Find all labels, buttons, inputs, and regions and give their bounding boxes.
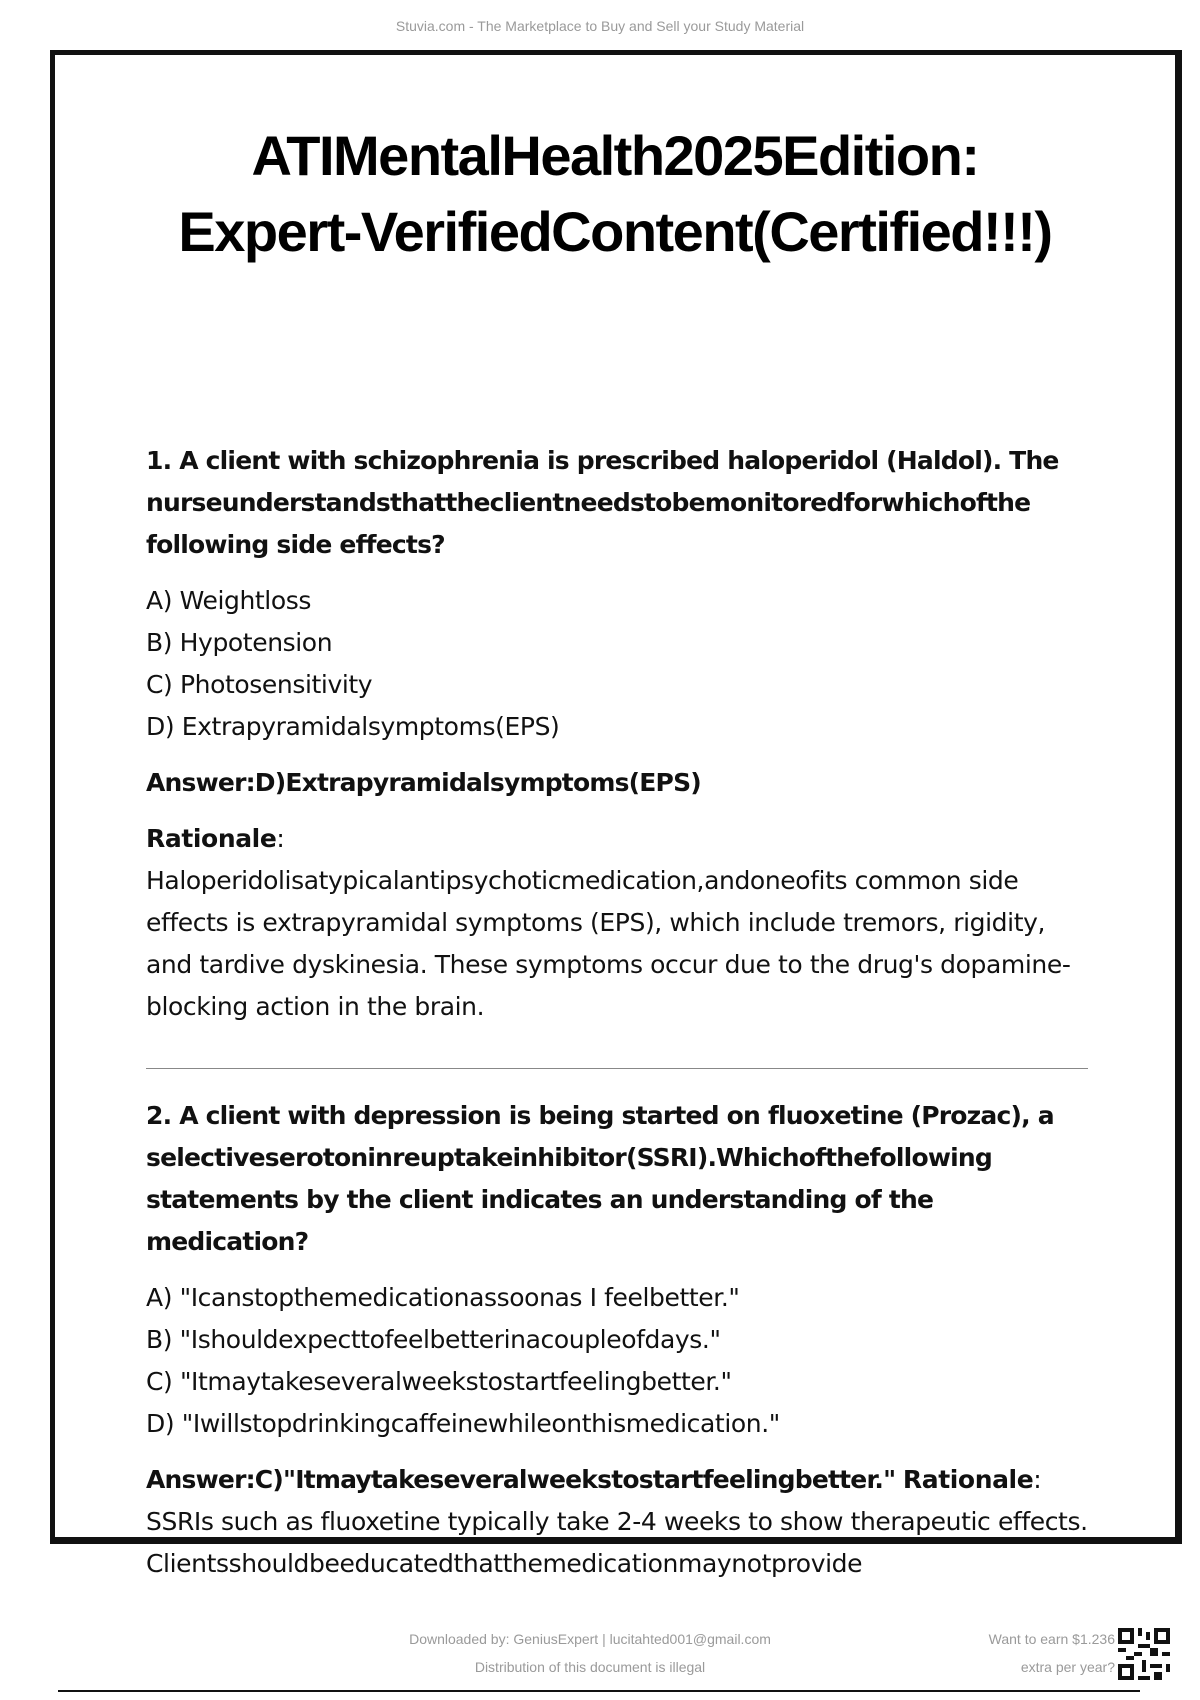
option-a: A) Weightloss — [146, 586, 311, 615]
question-list — [146, 440, 1096, 1585]
answer-options — [146, 580, 1096, 748]
option-b: B) Hypotension — [146, 628, 333, 657]
answer-line: Answer:D)Extrapyramidalsymptoms(EPS) — [146, 768, 701, 797]
question-block-2 — [146, 1095, 1096, 1585]
rationale — [146, 818, 1096, 1028]
distribution-note: Distribution of this document is illegal — [474, 1659, 706, 1675]
option-c: C) "Itmaytakeseveralweekstostartfeelingbetter." — [146, 1367, 732, 1396]
option-d: D) "Iwillstopdrinkingcaffeinewhileonthismedication." — [146, 1409, 780, 1438]
earn-promo[interactable] — [940, 1625, 1115, 1681]
site-header-note: Stuvia.com - The Marketplace to Buy and Sell your Study Material — [395, 18, 805, 34]
answer-line: Answer:C)"Itmaytakeseveralweekstostartfeelingbetter." — [146, 1465, 896, 1494]
footer-download-info — [330, 1625, 850, 1681]
option-c: C) Photosensitivity — [146, 670, 373, 699]
rationale-text: Haloperidolisatypicalantipsychoticmedication,andoneofits common side effects is extrapyramidal symptoms (EPS), which include tremors, rigidity, and tardive dyskinesia. These symptoms occur due to the drug's dopamine-blocking action in the brain. — [146, 866, 1071, 1021]
question-text: 2. A client with depression is being started on fluoxetine (Prozac), a selectiveserotoninreuptakeinhibitor(SSRI).Whichofthefollowing statements by the client indicates an understanding of the medication? — [146, 1101, 1054, 1256]
title-line-1: ATIMentalHealth2025Edition: — [251, 124, 979, 187]
question-text: 1. A client with schizophrenia is prescribed haloperidol (Haldol). The nurseunderstandsthattheclientneedstobemonitoredforwhichofthe following side effects? — [146, 446, 1059, 559]
option-a: A) "Icanstopthemedicationassoonas I feelbetter." — [146, 1283, 740, 1312]
qr-code-icon[interactable] — [1118, 1628, 1170, 1680]
earn-line-1: Want to earn $1.236 — [988, 1631, 1115, 1647]
title-line-2: Expert-VerifiedContent(Certified!!!) — [178, 200, 1052, 263]
bottom-rule — [58, 1690, 1140, 1692]
rationale-text: SSRIs such as fluoxetine typically take 2-4 weeks to show therapeutic effects. Clientsshouldbeeducatedthatthemedicationmaynotprovide — [146, 1507, 1088, 1578]
question-block-1 — [146, 440, 1096, 1028]
earn-line-2: extra per year? — [1020, 1659, 1115, 1675]
page-title — [60, 118, 1170, 270]
rationale-colon: : — [1033, 1465, 1042, 1494]
option-d: D) Extrapyramidalsymptoms(EPS) — [146, 712, 560, 741]
downloaded-by: Downloaded by: GeniusExpert | lucitahted001@gmail.com — [409, 1631, 771, 1647]
option-b: B) "Ishouldexpecttofeelbetterinacoupleofdays." — [146, 1325, 721, 1354]
question-divider — [146, 1068, 1088, 1069]
rationale-label: Rationale — [146, 824, 277, 853]
rationale-label: Rationale — [902, 1465, 1034, 1494]
answer-options — [146, 1277, 1096, 1445]
answer-and-rationale — [146, 1459, 1096, 1585]
rationale-colon: : — [276, 824, 285, 853]
